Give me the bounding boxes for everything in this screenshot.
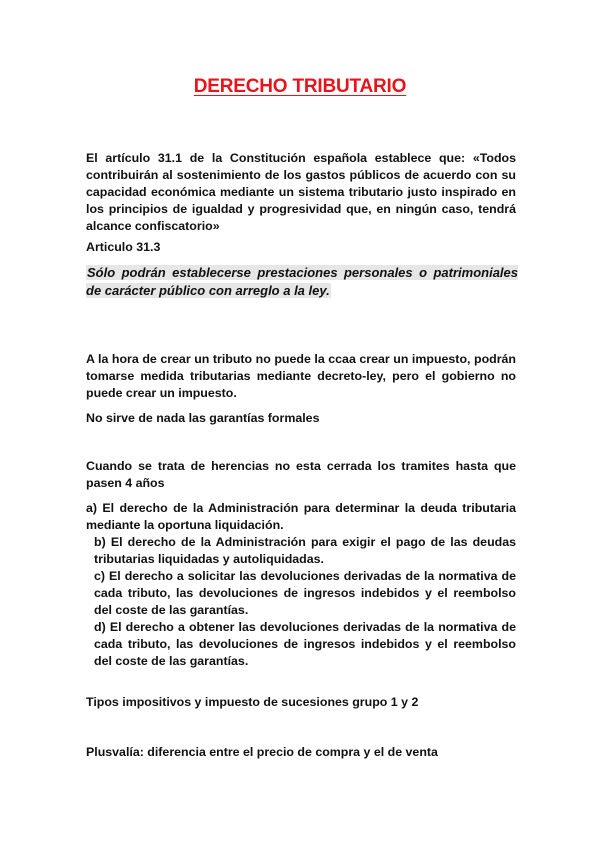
inheritance-paragraph: Cuando se trata de herencias no esta cerrada los tramites hasta que pasen 4 años <box>86 459 516 490</box>
article-quote: Sólo podrán establecerse prestaciones personales o patrimoniales de carácter público con arreglo a la ley. <box>86 265 518 298</box>
list-item: b) El derecho de la Administración para exigir el pago de las deudas tributarias liquidadas y autoliquidadas. <box>94 535 516 566</box>
article-label: Articulo 31.3 <box>86 240 161 254</box>
capital-gains-paragraph: Plusvalía: diferencia entre el precio de compra y el de venta <box>86 745 438 759</box>
formal-guarantees-paragraph: No sirve de nada las garantías formales <box>86 411 320 425</box>
list-item: a) El derecho de la Administración para determinar la deuda tributaria mediante la oportuna liquidación. <box>86 501 516 532</box>
document-title: DERECHO TRIBUTARIO <box>193 76 407 97</box>
rights-list <box>86 500 516 670</box>
list-item: d) El derecho a obtener las devoluciones derivadas de la normativa de cada tributo, las devoluciones de ingresos indebidos y el reembolso del coste de las garantías. <box>94 620 516 668</box>
tax-rates-paragraph: Tipos impositivos y impuesto de sucesiones grupo 1 y 2 <box>86 695 419 709</box>
tax-creation-paragraph: A la hora de crear un tributo no puede la ccaa crear un impuesto, podrán tomarse medida tributarias mediante decreto-ley, pero el gobierno no puede crear un impuesto. <box>86 352 516 400</box>
list-item: c) El derecho a solicitar las devoluciones derivadas de la normativa de cada tributo, las devoluciones de ingresos indebidos y el reembolso del coste de las garantías. <box>94 569 516 617</box>
constitution-paragraph: El artículo 31.1 de la Constitución española establece que: «Todos contribuirán al sostenimiento de los gastos públicos de acuerdo con su capacidad económica mediante un sistema tributario justo inspirado en los principios de igualdad y progresividad que, en ningún caso, tendrá alcance confiscatorio» <box>86 151 516 233</box>
article-quote-wrapper <box>86 264 518 300</box>
